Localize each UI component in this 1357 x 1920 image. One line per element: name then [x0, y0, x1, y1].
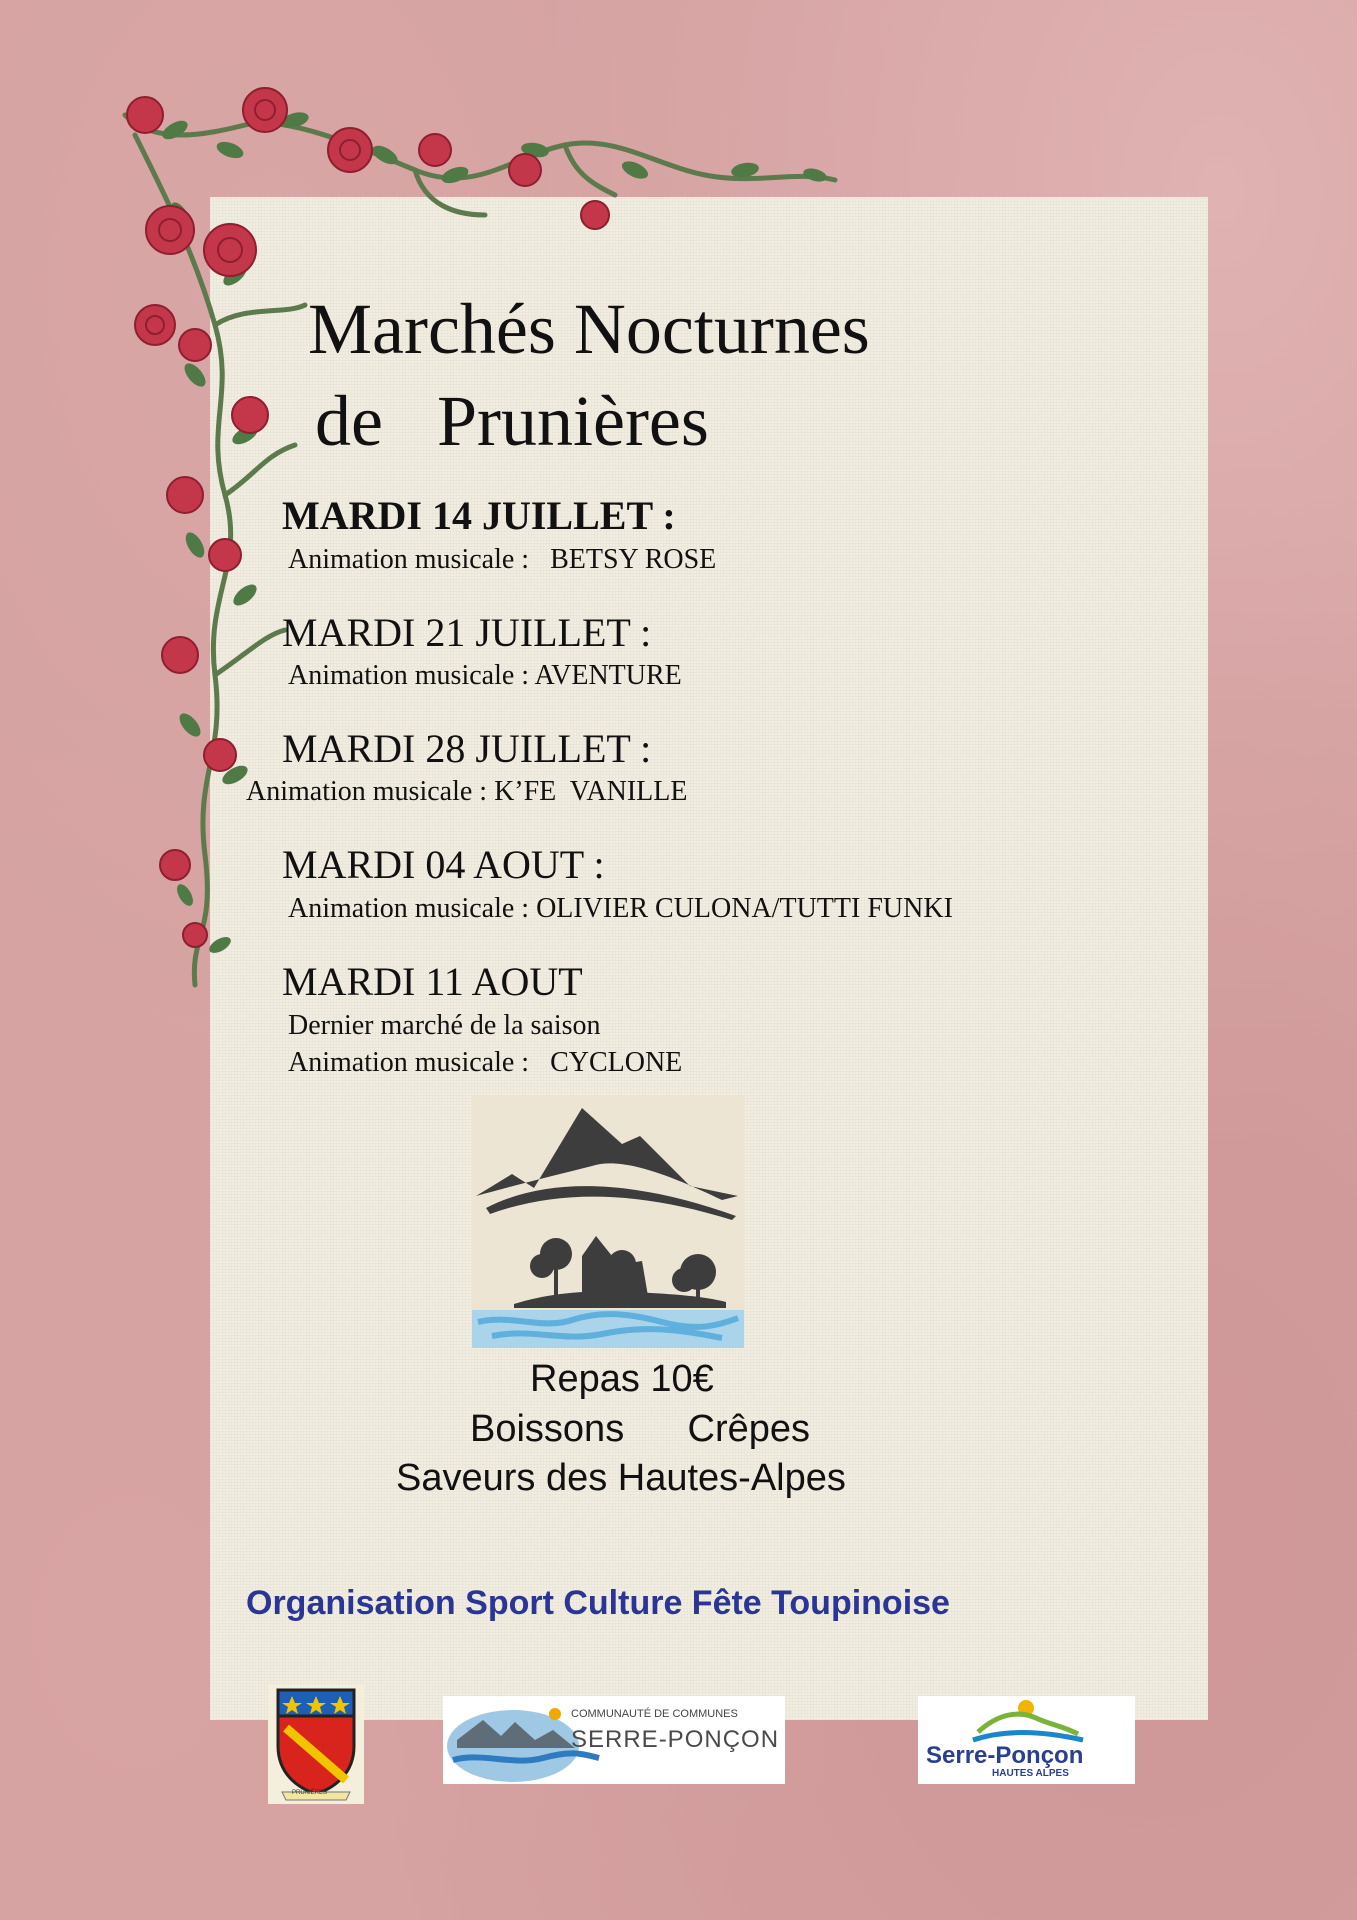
organisation-credit: Organisation Sport Culture Fête Toupinoise — [246, 1584, 950, 1622]
event-detail: Animation musicale : BETSY ROSE — [288, 544, 717, 575]
ccsp-logo — [443, 1696, 785, 1784]
event-detail: Animation musicale : CYCLONE — [288, 1047, 683, 1078]
mountain-village-lake-logo — [472, 1096, 744, 1348]
event-date: MARDI 28 JUILLET : — [282, 726, 652, 771]
serre-poncon-logo — [918, 1696, 1135, 1784]
serre-poncon-sub: HAUTES ALPES — [992, 1768, 1069, 1779]
event-date: MARDI 21 JUILLET : — [282, 610, 652, 655]
event-date: MARDI 04 AOUT : — [282, 842, 605, 887]
serre-poncon-name: Serre-Ponçon — [926, 1742, 1084, 1769]
title-line-2: de Prunières — [315, 381, 709, 461]
event-detail: Dernier marché de la saison — [288, 1010, 601, 1041]
event-date: MARDI 11 AOUT — [282, 959, 583, 1004]
ccsp-name: SERRE-PONÇON — [571, 1726, 780, 1753]
ccsp-top-label: COMMUNAUTÉ DE COMMUNES — [571, 1708, 738, 1720]
title-line-1: Marchés Nocturnes — [308, 289, 870, 369]
event-detail: Animation musicale : K’FE VANILLE — [246, 776, 688, 807]
event-detail: Animation musicale : AVENTURE — [288, 660, 682, 691]
prunieres-crest-label: PRUNIÈRES — [292, 1790, 328, 1796]
event-date: MARDI 14 JUILLET : — [282, 493, 676, 538]
event-detail: Animation musicale : OLIVIER CULONA/TUTTI FUNKI — [288, 893, 953, 924]
menu-boissons-crepes: Boissons Crêpes — [470, 1408, 811, 1450]
prunieres-crest — [268, 1684, 364, 1804]
menu-saveurs: Saveurs des Hautes-Alpes — [396, 1457, 846, 1499]
menu-repas: Repas 10€ — [530, 1358, 714, 1400]
